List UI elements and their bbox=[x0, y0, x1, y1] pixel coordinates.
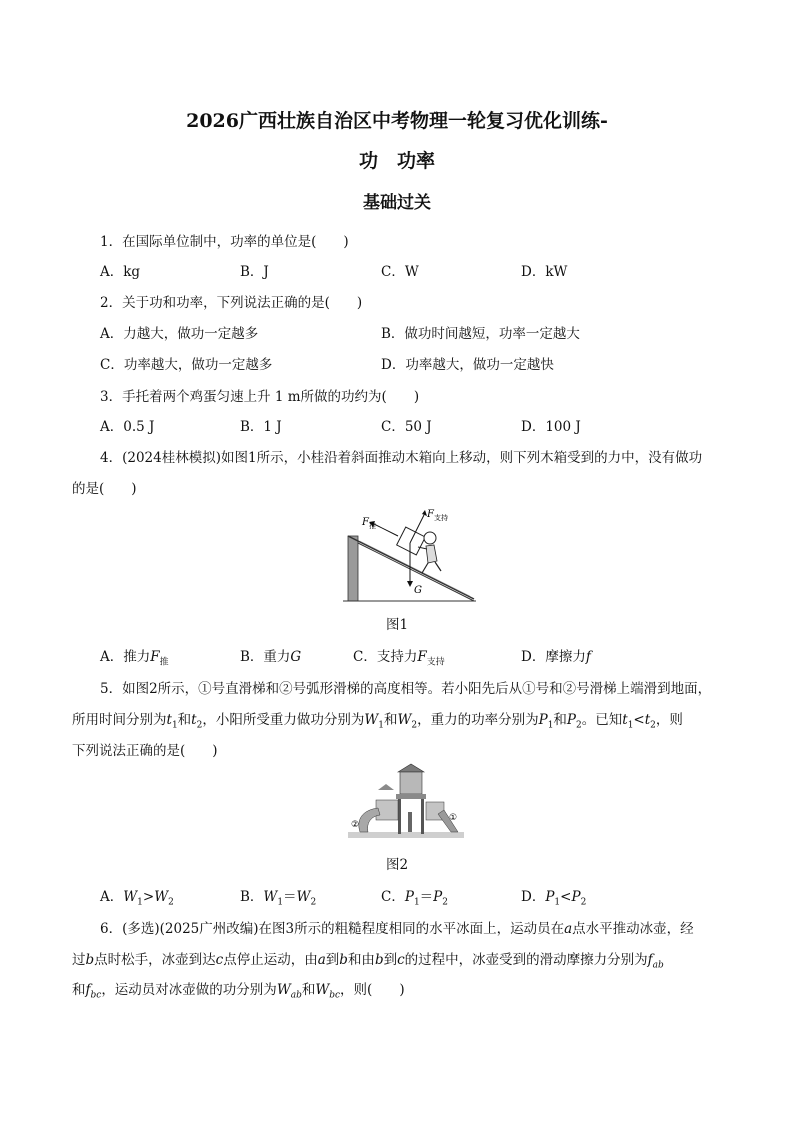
question-6-line-1: 6．(多选)(2025广州改编)在图3所示的粗糙程度相同的水平冰面上，运动员在a点水平推动冰壶，经 bbox=[100, 921, 694, 937]
question-1: 1．在国际单位制中，功率的单位是( ) bbox=[100, 234, 349, 250]
q2-option-b: B．做功时间越短，功率一定越大 bbox=[381, 326, 580, 342]
doc-subtitle: 功 功率 bbox=[358, 150, 435, 172]
q5-option-a: A．$W_1>W_2$ bbox=[100, 889, 174, 908]
question-5-line-3: 下列说法正确的是( ) bbox=[72, 743, 218, 759]
q1-option-c: C．W bbox=[381, 264, 419, 280]
q1-option-a: A．kg bbox=[100, 264, 141, 280]
question-5-line-1: 5．如图2所示，①号直滑梯和②号弧形滑梯的高度相等。若小阳先后从①号和②号滑梯上端滑到地面， bbox=[100, 681, 712, 697]
q5-option-c: C．$P_1=P_2$ bbox=[381, 889, 448, 908]
q2-option-d: D．功率越大，做功一定越快 bbox=[381, 357, 554, 373]
q2-option-a: A．力越大，做功一定越多 bbox=[100, 326, 259, 342]
section-title: 基础过关 bbox=[363, 193, 431, 213]
q3-option-c: C．50 J bbox=[381, 419, 432, 435]
force-push-subscript: 推 bbox=[369, 522, 376, 530]
figure-2-playground-slides bbox=[348, 760, 464, 840]
slide-2-label: ② bbox=[351, 820, 360, 830]
gravity-label: G bbox=[414, 585, 422, 596]
q1-option-d: D．kW bbox=[521, 264, 568, 280]
q3-option-a: A．0.5 J bbox=[100, 419, 155, 435]
question-6-line-3: 和$f_{bc}$，运动员对冰壶做的功分别为$W_{ab}$和$W_{bc}$，则( ) bbox=[72, 982, 405, 1001]
doc-title: 2026广西壮族自治区中考物理一轮复习优化训练- bbox=[186, 110, 608, 132]
force-push-label: F bbox=[362, 517, 369, 528]
q4-option-b: B．重力G bbox=[240, 649, 302, 665]
q5-option-d: D．$P_1<P_2$ bbox=[521, 889, 587, 908]
q3-option-d: D．100 J bbox=[521, 419, 581, 435]
figure-1-incline-diagram bbox=[338, 503, 478, 605]
q1-option-b: B．J bbox=[240, 264, 269, 280]
q5-option-b: B．$W_1=W_2$ bbox=[240, 889, 317, 908]
figure-1-caption: 图1 bbox=[385, 617, 409, 633]
slide-1-label: ① bbox=[449, 813, 458, 823]
force-support-subscript: 支持 bbox=[434, 514, 448, 522]
q4-option-c: C．支持力$F_{支持}$ bbox=[353, 649, 445, 668]
q2-option-c: C．功率越大，做功一定越多 bbox=[100, 357, 273, 373]
q3-option-b: B．1 J bbox=[240, 419, 282, 435]
figure-2-caption: 图2 bbox=[385, 857, 409, 873]
q4-option-d: D．摩擦力f bbox=[521, 649, 591, 665]
force-support-label: F bbox=[427, 509, 434, 520]
question-6-line-2: 过b点时松手，冰壶到达c点停止运动，由a到b和由b到c的过程中，冰壶受到的滑动摩擦力分别为$f_{ab}$ bbox=[72, 952, 664, 971]
question-2: 2．关于功和功率，下列说法正确的是( ) bbox=[100, 295, 363, 311]
question-4-line-1: 4．(2024桂林模拟)如图1所示，小桂沿着斜面推动木箱向上移动，则下列木箱受到的力中，没有做功 bbox=[100, 450, 703, 466]
question-4-line-2: 的是( ) bbox=[72, 481, 137, 497]
question-5-line-2: 所用时间分别为$t_1$和$t_2$，小阳所受重力做功分别为$W_1$和$W_2$，重力的功率分别为$P_1$和$P_2$。已知$t_1<t_2$，则 bbox=[72, 712, 683, 731]
q4-option-a: A．推力$F_推$ bbox=[100, 649, 169, 668]
question-3: 3．手托着两个鸡蛋匀速上升 1 m所做的功约为( ) bbox=[100, 389, 420, 405]
